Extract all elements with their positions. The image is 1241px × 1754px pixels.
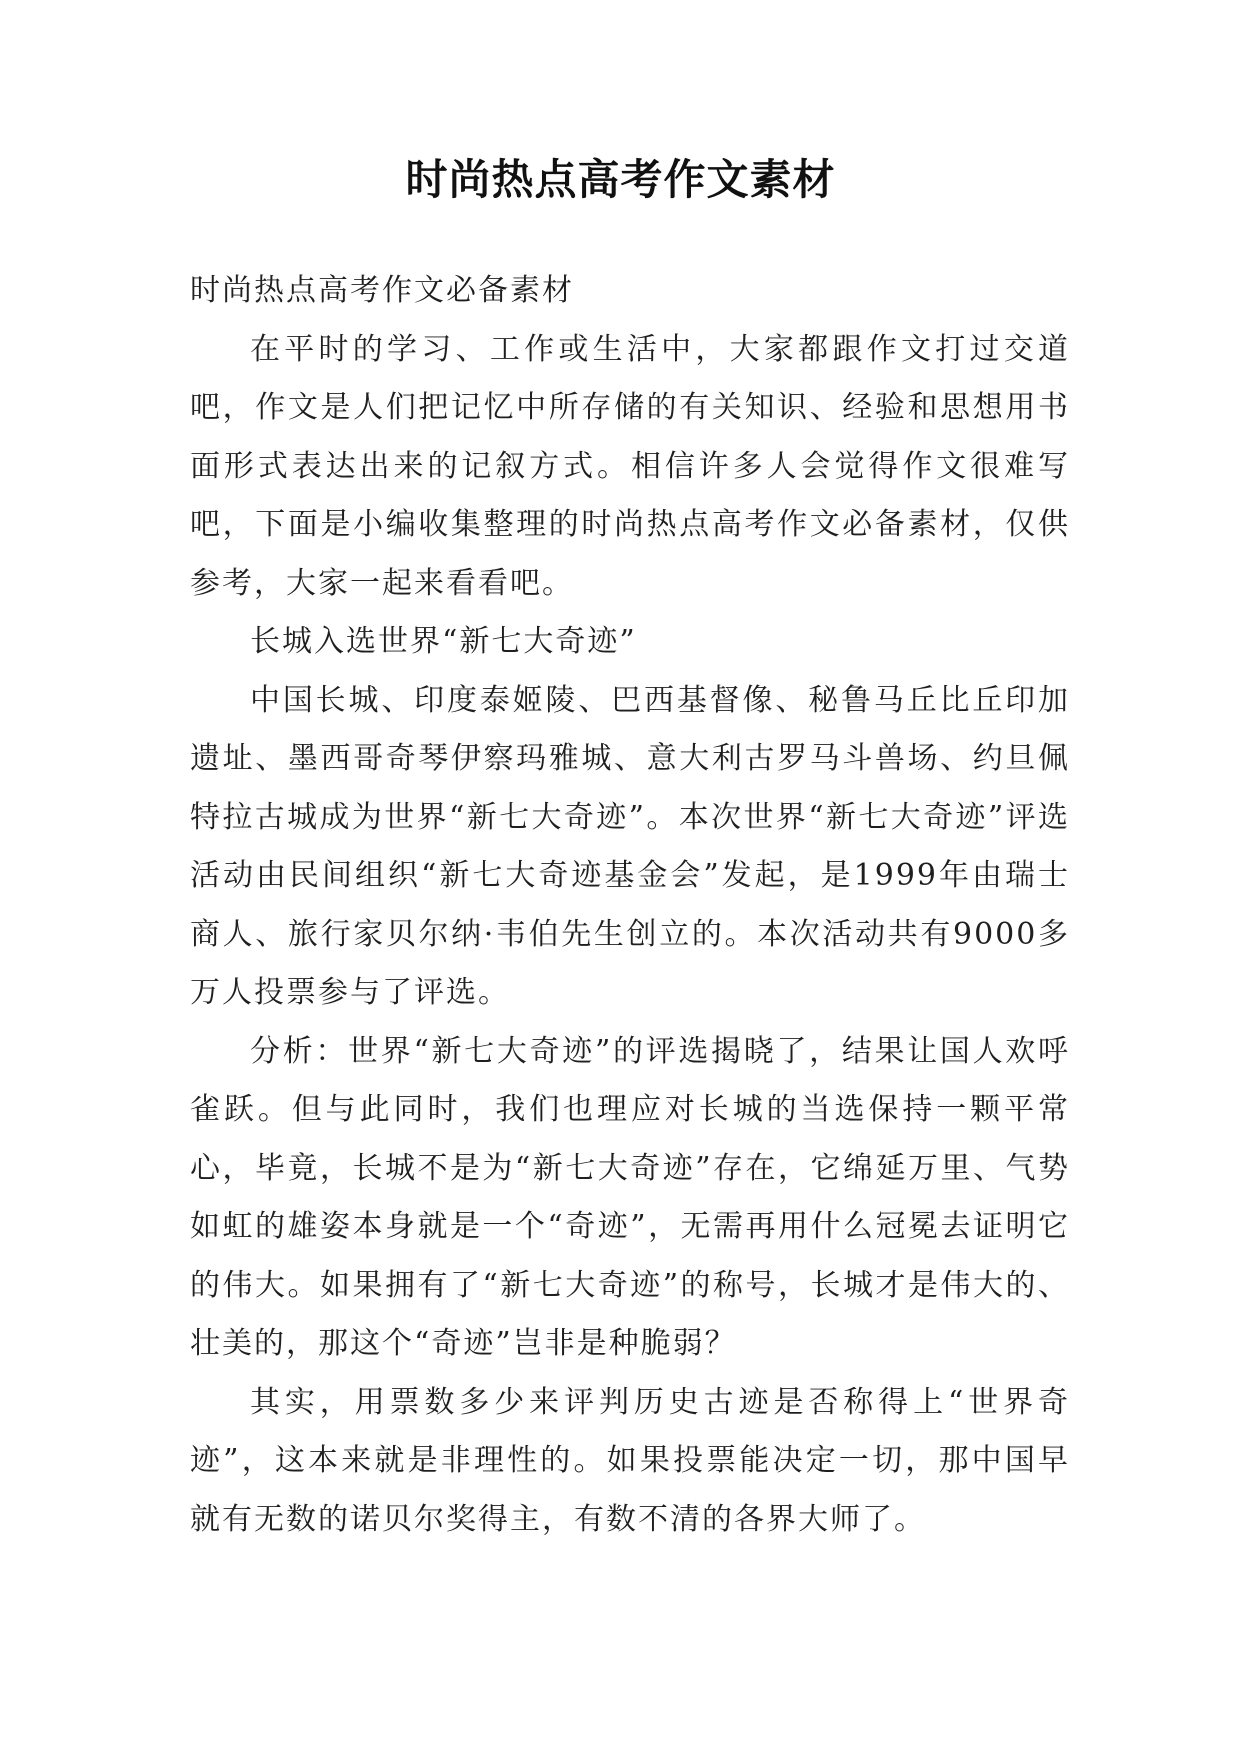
conclusion-paragraph: 其实，用票数多少来评判历史古迹是否称得上“世界奇迹”，这本来就是非理性的。如果投票能决定一切，那中国早就有无数的诺贝尔奖得主，有数不清的各界大师了。 bbox=[190, 1384, 1070, 1537]
news-paragraph: 中国长城、印度泰姬陵、巴西基督像、秘鲁马丘比丘印加遗址、墨西哥奇琴伊察玛雅城、意大利古罗马斗兽场、约旦佩特拉古城成为世界“新七大奇迹”。本次世界“新七大奇迹”评选活动由民间组织“新七大奇迹基金会”发起，是1999年由瑞士商人、旅行家贝尔纳·韦伯先生创立的。本次活动共有9000多万人投票参与了评选。 bbox=[190, 682, 1070, 1010]
section-heading: 长城入选世界“新七大奇迹” bbox=[250, 624, 637, 659]
analysis-paragraph: 分析：世界“新七大奇迹”的评选揭晓了，结果让国人欢呼雀跃。但与此同时，我们也理应对长城的当选保持一颗平常心，毕竟，长城不是为“新七大奇迹”存在，它绵延万里、气势如虹的雄姿本身就是一个“奇迹”，无需再用什么冠冕去证明它的伟大。如果拥有了“新七大奇迹”的称号，长城才是伟大的、壮美的，那这个“奇迹”岂非是种脆弱？ bbox=[190, 1033, 1070, 1361]
document-body bbox=[190, 262, 1070, 1549]
intro-paragraph: 在平时的学习、工作或生活中，大家都跟作文打过交道吧，作文是人们把记忆中所存储的有关知识、经验和思想用书面形式表达出来的记叙方式。相信许多人会觉得作文很难写吧，下面是小编收集整理的时尚热点高考作文必备素材，仅供参考，大家一起来看看吧。 bbox=[190, 331, 1070, 601]
document-subtitle: 时尚热点高考作文必备素材 bbox=[190, 273, 574, 308]
document-title: 时尚热点高考作文素材 bbox=[405, 155, 836, 204]
